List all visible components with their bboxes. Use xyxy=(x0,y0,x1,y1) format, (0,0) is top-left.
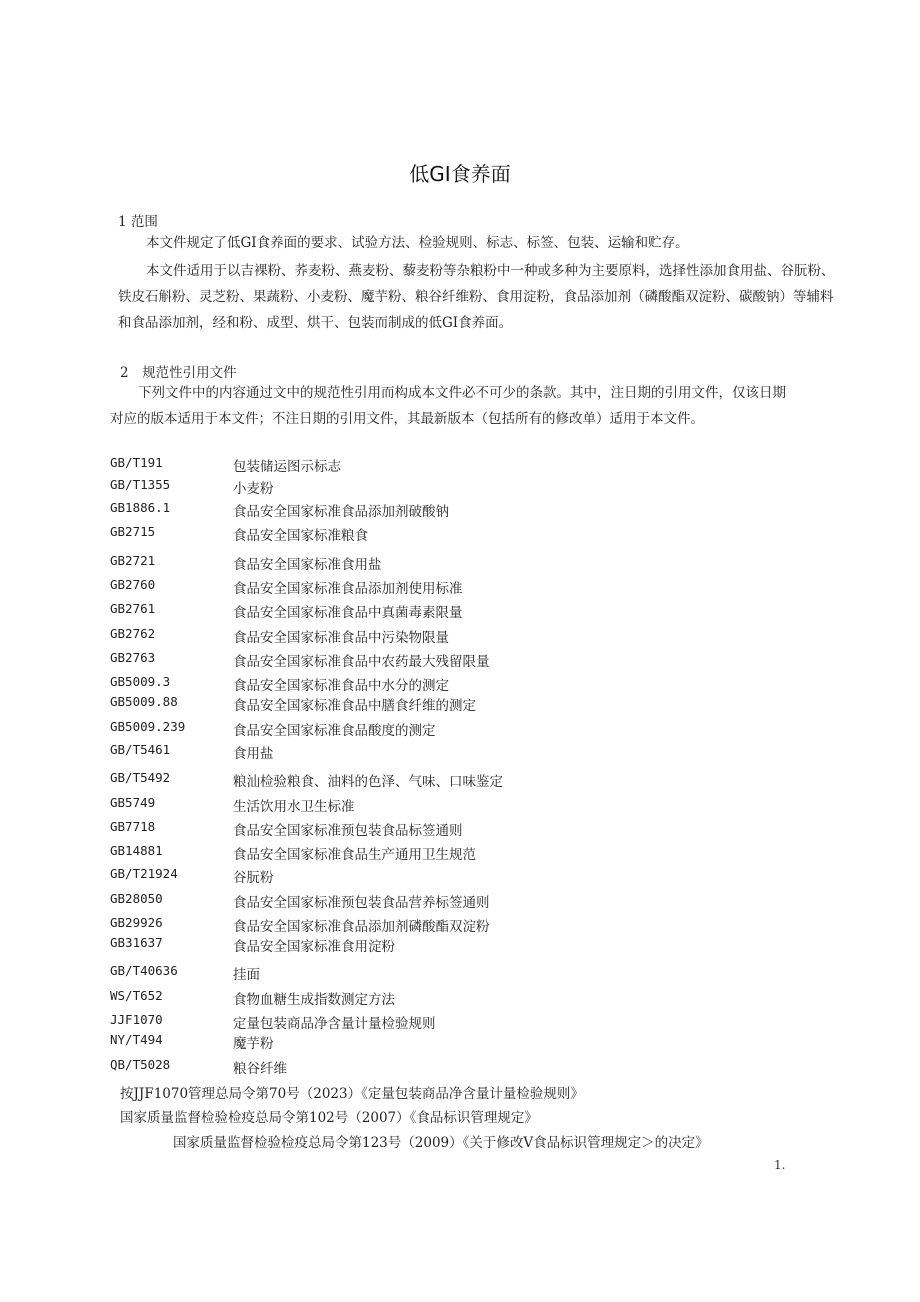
reference-row xyxy=(110,915,810,935)
reference-row xyxy=(110,694,810,714)
reference-title: 食品安全国家标准食品添加剂磷酸酯双淀粉 xyxy=(233,919,490,935)
reference-code: GB/T21924 xyxy=(110,866,178,881)
reference-row xyxy=(110,963,810,983)
reference-row xyxy=(110,1012,810,1032)
reference-title: 食品安全国家标准食品中污染物限量 xyxy=(233,630,449,646)
reference-code: GB2721 xyxy=(110,553,156,568)
reference-title: 包装储运图示标志 xyxy=(233,459,341,475)
reference-title: 食品安全国家标准食品添加剂使用标准 xyxy=(233,581,463,597)
reference-code: JJF1070 xyxy=(110,1012,163,1027)
page-number: 1. xyxy=(774,1158,786,1172)
regulation-line: 国家质量监督检验检疫总局令第102号（2007）《食品标识管理规定》 xyxy=(120,1110,538,1126)
reference-code: GB31637 xyxy=(110,935,163,950)
reference-row xyxy=(110,988,810,1008)
reference-title: 粮谷纤维 xyxy=(233,1061,287,1077)
reference-title: 食品安全国家标准预包装食品营养标签通则 xyxy=(233,895,490,911)
reference-title: 挂面 xyxy=(233,967,260,983)
reference-code: WS/T652 xyxy=(110,988,163,1003)
reference-title: 食品安全国家标准粮食 xyxy=(233,528,368,544)
reference-row xyxy=(110,795,810,815)
reference-code: QB/T5028 xyxy=(110,1057,171,1072)
reference-title: 食品安全国家标准食品中膳食纤维的测定 xyxy=(233,698,476,714)
reference-title: 食品安全国家标准食用淀粉 xyxy=(233,939,395,955)
reference-title: 食品安全国家标准食品添加剂破酸钠 xyxy=(233,504,449,520)
reference-code: GB/T1355 xyxy=(110,477,171,492)
reference-title: 定量包装商品净含量计量检验规则 xyxy=(233,1016,436,1032)
reference-title: 生活饮用水卫生标准 xyxy=(233,799,355,815)
reference-title: 食品安全国家标准食品酸度的测定 xyxy=(233,723,436,739)
reference-code: GB/T191 xyxy=(110,455,163,470)
reference-code: GB/T5492 xyxy=(110,770,171,785)
reference-title: 食品安全国家标准食品生产通用卫生规范 xyxy=(233,847,476,863)
reference-code: GB5009.88 xyxy=(110,694,178,709)
reference-row xyxy=(110,455,810,475)
reference-row xyxy=(110,1057,810,1077)
scope-paragraph-1: 本文件规定了低GI食养面的要求、试验方法、检验规则、标志、标签、包装、运输和贮存。 xyxy=(146,235,689,251)
reference-row xyxy=(110,866,810,886)
reference-code: GB2715 xyxy=(110,524,156,539)
reference-code: GB2760 xyxy=(110,577,156,592)
reference-row xyxy=(110,819,810,839)
document-title: 低GI食养面 xyxy=(409,162,511,186)
reference-row xyxy=(110,524,810,544)
reference-code: GB7718 xyxy=(110,819,156,834)
reference-row xyxy=(110,843,810,863)
reference-title: 食用盐 xyxy=(233,746,274,762)
reference-row xyxy=(110,626,810,646)
reference-row xyxy=(110,577,810,597)
reference-row xyxy=(110,770,810,790)
reference-title: 食品安全国家标准食品中真菌毒素限量 xyxy=(233,605,463,621)
reference-title: 谷朊粉 xyxy=(233,870,274,886)
reference-code: GB5749 xyxy=(110,795,156,810)
regulation-line: 按JJF1070管理总局令第70号（2023）《定量包装商品净含量计量检验规则》 xyxy=(120,1086,584,1102)
regulation-line: 国家质量监督检验检疫总局令第123号（2009）《关于修改V食品标识管理规定＞的决定》 xyxy=(173,1135,709,1151)
reference-title: 小麦粉 xyxy=(233,481,274,497)
references-intro-paragraph: 下列文件中的内容通过文中的规范性引用而构成本文件必不可少的条款。其中，注日期的引用文件，仅该日期对应的版本适用于本文件；不注日期的引用文件，其最新版本（包括所有的修改单）适用于本文件。 xyxy=(110,385,786,427)
reference-title: 食品安全国家标准食品中水分的测定 xyxy=(233,678,449,694)
reference-code: GB14881 xyxy=(110,843,163,858)
reference-code: GB29926 xyxy=(110,915,163,930)
reference-code: GB5009.239 xyxy=(110,719,186,734)
reference-code: GB5009.3 xyxy=(110,674,171,689)
reference-row xyxy=(110,935,810,955)
reference-title: 粮汕检验粮食、油料的色泽、气味、口味鉴定 xyxy=(233,774,503,790)
reference-code: GB/T40636 xyxy=(110,963,178,978)
reference-title: 食物血糖生成指数测定方法 xyxy=(233,992,395,1008)
reference-row xyxy=(110,477,810,497)
scope-paragraph-2: 本文件适用于以吉裸粉、荞麦粉、燕麦粉、藜麦粉等杂粮粉中一种或多种为主要原料，选择性添加食用盐、谷朊粉、铁皮石斛粉、灵芝粉、果蔬粉、小麦粉、魔芋粉、粮谷纤维粉、食用淀粉，食品添加剂（磷酸酯双淀粉、碳酸钠）等辅料和食品添加剂，经和粉、成型、烘干、包装而制成的低GI食养面。 xyxy=(118,263,835,331)
reference-title: 食品安全国家标准食品中农药最大残留限量 xyxy=(233,654,490,670)
reference-row xyxy=(110,601,810,621)
reference-code: GB2763 xyxy=(110,650,156,665)
reference-row xyxy=(110,891,810,911)
reference-row xyxy=(110,553,810,573)
reference-row xyxy=(110,500,810,520)
reference-code: GB/T5461 xyxy=(110,742,171,757)
section-heading-normative-references: 2 规范性引用文件 xyxy=(120,365,237,381)
reference-code: GB2761 xyxy=(110,601,156,616)
reference-code: GB2762 xyxy=(110,626,156,641)
reference-title: 食品安全国家标准预包装食品标签通则 xyxy=(233,823,463,839)
reference-code: GB28050 xyxy=(110,891,163,906)
reference-row xyxy=(110,719,810,739)
reference-row xyxy=(110,1032,810,1052)
reference-title: 魔芋粉 xyxy=(233,1036,274,1052)
reference-code: GB1886.1 xyxy=(110,500,171,515)
reference-row xyxy=(110,650,810,670)
reference-row xyxy=(110,674,810,694)
section-heading-scope: 1 范围 xyxy=(118,214,158,230)
reference-row xyxy=(110,742,810,762)
reference-code: NY/T494 xyxy=(110,1032,163,1047)
reference-title: 食品安全国家标准食用盐 xyxy=(233,557,382,573)
